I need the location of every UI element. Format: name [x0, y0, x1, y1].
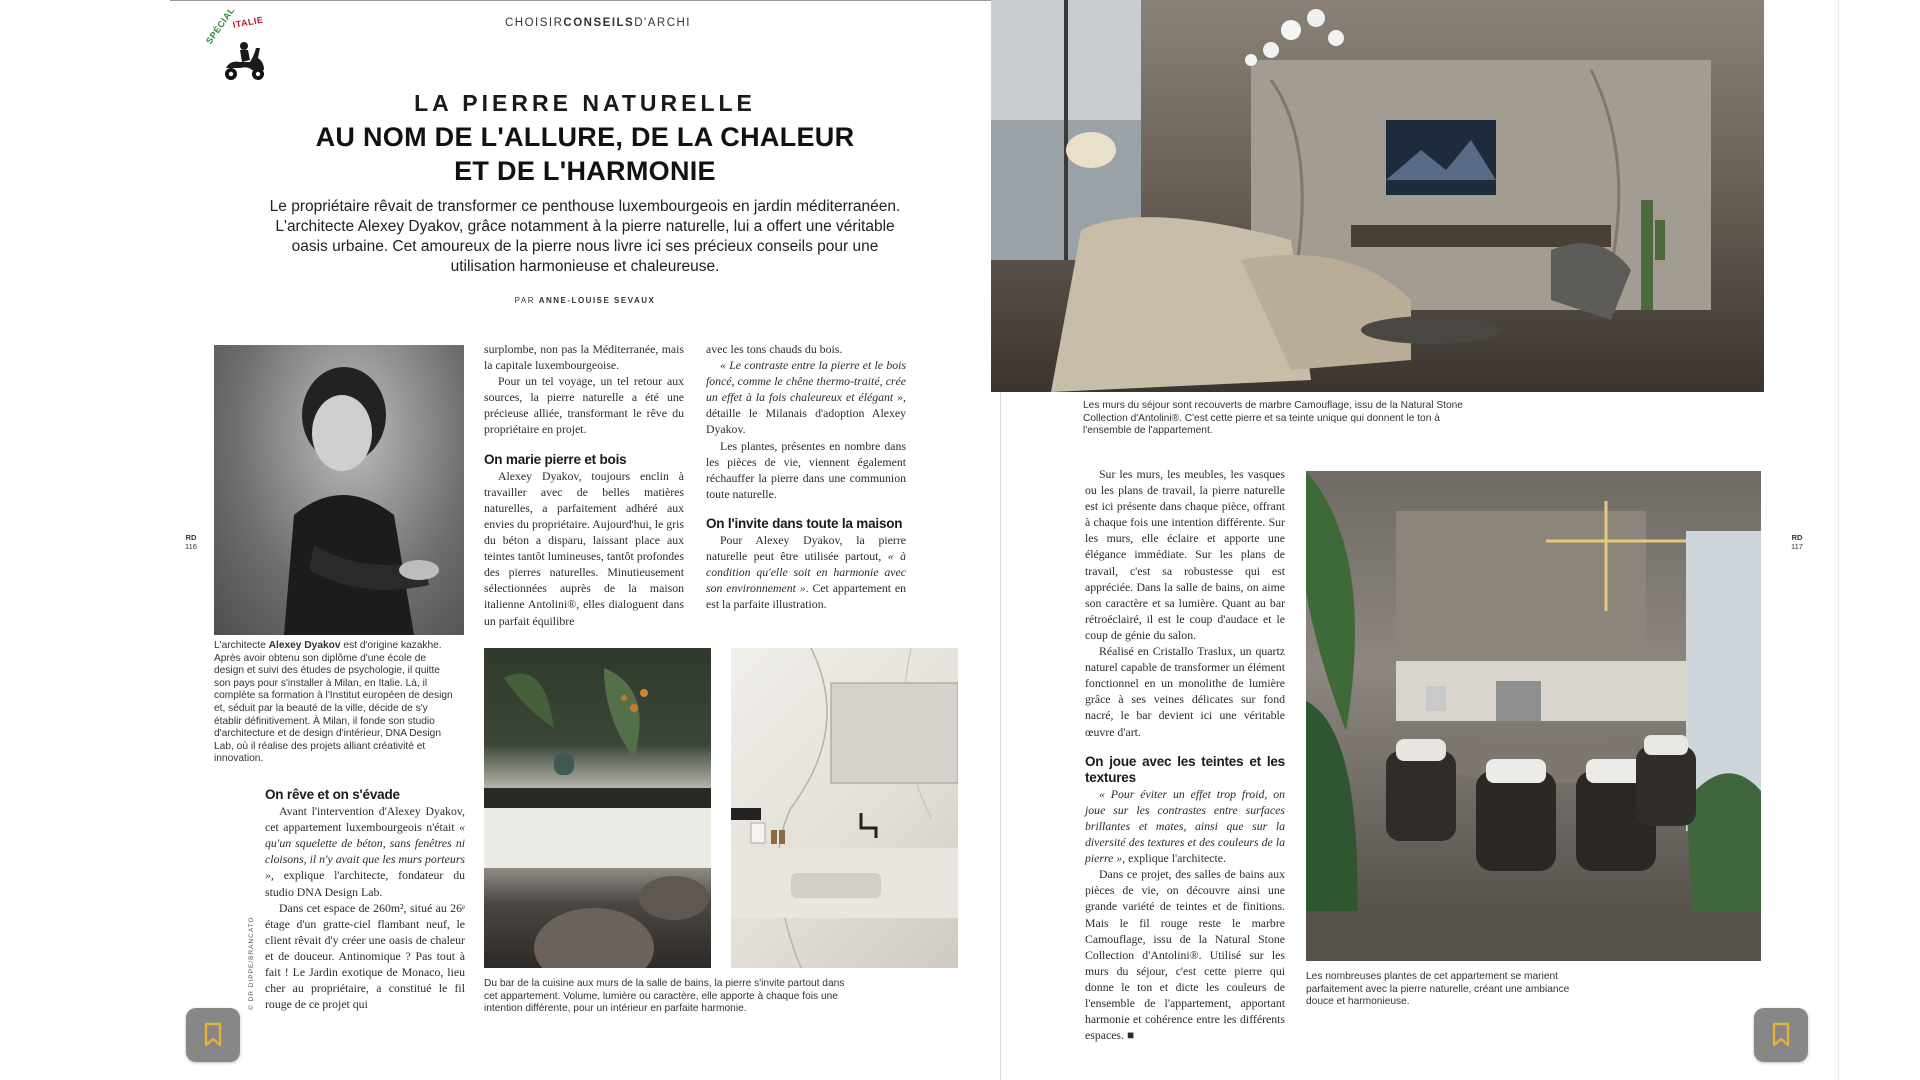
special-italie-badge	[200, 5, 280, 86]
body-column-1	[265, 787, 465, 1012]
bathroom-basin-image	[731, 648, 958, 968]
article-headline	[250, 120, 920, 188]
living-room-image	[991, 0, 1764, 392]
col4-paragraph-1: Sur les murs, les meubles, les vasques ou les plans de travail, la pierre naturelle est ici présente dans chaque pièce, offrant à chaque fois une intention différente. Sur les murs, elle éclaire et apporte une élégance immédiate. Sur les plans de travail, c'est sa robustesse qui est appréciée. Dans la salle de bains, on aime son caractère et sa lumière. Quant au bar rétroéclairé, il est le coup d'audace et le coup de génie du salon.	[1085, 467, 1285, 642]
top-rule	[170, 0, 1000, 1]
col2-paragraph-2: Alexey Dyakov, toujours enclin à travailler avec de belles matières naturelles, a parfaitement adhéré aux envies du propriétaire. Aujourd'hui, le gris du béton a disparu, laissant place aux teintes tantôt lumineuses, tantôt profondes des pierres naturelles. Minutieusement sélectionnées auprès de la maison italienne Antolini®, elles dialoguent dans un parfait équilibre	[484, 468, 684, 628]
bookmark-icon	[1770, 1022, 1792, 1048]
col4-paragraph-4	[1085, 866, 1285, 1043]
subhead-invite: On l'invite dans toute la maison	[706, 515, 903, 531]
folio-number-right: 117	[1791, 542, 1803, 551]
folio-left	[180, 533, 202, 551]
col3-p3-text: Pour Alexey Dyakov, la pierre naturelle peut être utilisée partout,	[706, 533, 906, 564]
col3-p3-end: . Cet appartement en est la parfaite illustration.	[706, 581, 906, 612]
dining-room-scene	[1306, 471, 1761, 961]
article-standfirst: Le propriétaire rêvait de transformer ce penthouse luxembourgeois en jardin méditerranéen. L'architecte Alexey Dyakov, grâce notamment à la pierre naturelle, lui a offert une véritable oasis urbaine. Cet amoureux de la pierre nous livre ici ses précieux conseils pour une utilisation harmonieuse et chaleureuse.	[269, 198, 901, 275]
col1-p1-text: Avant l'intervention d'Alexey Dyakov, cet appartement luxembourgeois n'était	[265, 804, 465, 835]
headline-line-2: ET DE L'HARMONIE	[454, 156, 716, 186]
body-column-3	[706, 341, 906, 613]
col3-paragraph-0: avec les tons chauds du bois.	[706, 342, 843, 356]
col1-paragraph-1	[265, 803, 465, 900]
body-column-2	[484, 341, 684, 629]
folio-number-left: 116	[185, 542, 197, 551]
byline	[435, 296, 735, 305]
subhead-joue: On joue avec les teintes et les textures	[1085, 753, 1285, 785]
col4-p3-quote: « Pour éviter un effet trop froid, on joue sur les contrastes entre surfaces brillantes et mates, ainsi que sur la diversité des textures et des couleurs de la pierre »	[1085, 786, 1285, 866]
col1-p1-end: , explique l'architecte, fondateur du studio DNA Design Lab.	[265, 868, 465, 899]
col1-paragraph-2: Dans cet espace de 260m², situé au 26ᵉ étage d'un gratte-ciel flambant neuf, le client rêvait d'y créer une oasis de chaleur et de douceur. Antinomique ? Pas tout à fait ! Le Jardin exotique de Monaco, lieu cher au propriétaire, a constitué le fil rouge de ce projet qui	[265, 900, 465, 1012]
col3-paragraph-3	[706, 532, 906, 612]
dining-room-caption: Les nombreuses plantes de cet appartement se marient parfaitement avec la pierre naturelle, créant une ambiance douce et harmonieuse.	[1306, 971, 1570, 1008]
bar-bathroom-caption: Du bar de la cuisine aux murs de la salle de bains, la pierre s'invite partout dans cet appartement. Volume, lumière ou caractère, elle apporte à chaque fois une intention différente, pour un intérieur en parfaite harmonie.	[484, 978, 845, 1015]
body-column-4	[1085, 466, 1285, 1043]
scooter-icon	[220, 36, 270, 82]
page-edge	[1838, 0, 1839, 1080]
living-room-caption: Les murs du séjour sont recouverts de marbre Camouflage, issu de la Natural Stone Collection d'Antolini®. C'est cette pierre et sa teinte unique qui donnent le ton à l'ensemble de l'appartement.	[1083, 400, 1463, 437]
byline-prefix: PAR	[514, 296, 535, 305]
photo-credit: © DR DIPPE/BRANCATO	[248, 916, 255, 1010]
col3-paragraph-1	[706, 357, 906, 437]
byline-author: ANNE-LOUISE SEVAUX	[538, 296, 656, 305]
col2-paragraph-0: surplombe, non pas la Méditerranée, mais la capitale luxembourgeoise.	[484, 342, 684, 373]
headline-line-1: AU NOM DE L'ALLURE, DE LA CHALEUR	[315, 122, 855, 152]
badge-word-italie: ITALIE	[232, 14, 265, 30]
architect-portrait-image	[214, 345, 464, 635]
portrait-caption-text: est d'origine kazakhe. Après avoir obtenu son diplôme d'une école de design et suivi des études de psychologie, il quitte son pays pour s'installer à Milan, en Italie. Là, il complète sa formation à l'Institut européen de design et, séduit par la beauté de la ville, décide de s'y établir définitivement. À Milan, il fonde son studio d'architecture et de design d'intérieur, DNA Design Lab, où il réalise des projets alliant créativité et innovation.	[214, 640, 453, 765]
bar-counter-image	[484, 648, 711, 968]
bookmark-button-left[interactable]	[186, 1008, 240, 1062]
bookmark-icon	[202, 1022, 224, 1048]
bar-scene	[484, 648, 711, 968]
col2-paragraph-1: Pour un tel voyage, un tel retour aux sources, la pierre naturelle a été une précieuse alliée, transformant le rêve du propriétaire en projet.	[484, 374, 684, 437]
subhead-reve: On rêve et on s'évade	[265, 787, 400, 802]
portrait-figure	[214, 345, 464, 635]
running-head	[505, 17, 691, 29]
col4-paragraph-2: Réalisé en Cristallo Traslux, un quartz naturel capable de transformer un élément fonctionnel en un monolithe de lumière grâce à ses veines délicates sur fond nacré, le bar devient ici une véritable œuvre d'art.	[1085, 644, 1285, 739]
col3-p1-end: , détaille le Milanais d'adoption Alexey Dyakov.	[706, 390, 906, 437]
col3-p1-quote: « Le contraste entre la pierre et le bois foncé, comme le chêne thermo-traité, crée un effet à la fois chaleureux et élégant »	[706, 358, 906, 405]
portrait-caption	[214, 640, 454, 766]
col3-p3-quote: « à condition qu'elle soit en harmonie avec son environnement »	[706, 549, 906, 596]
col4-p3-end: , explique l'architecte.	[1122, 851, 1226, 866]
portrait-caption-name: Alexey Dyakov	[268, 640, 341, 651]
running-head-sub: D'ARCHI	[634, 17, 691, 29]
end-mark-icon: ■	[1126, 1028, 1135, 1043]
bookmark-button-right[interactable]	[1754, 1008, 1808, 1062]
badge-word-special: SPÉCIAL	[204, 5, 237, 46]
portrait-caption-pre: L'architecte	[214, 640, 266, 651]
col4-p4-text: Dans ce projet, des salles de bains aux pièces de vie, on découvre ainsi une grande variété de teintes et de finitions. Mais le fil rouge reste le marbre Camouflage, issu de la Natural Stone Collection d'Antolini®. Utilisé sur les murs du séjour, c'est cette pierre qui donne le ton et dicte les couleurs de l'ensemble de l'appartement, apportant harmonie et cohérence entre les différents espaces.	[1085, 867, 1285, 1043]
col3-paragraph-2: Les plantes, présentes en nombre dans les pièces de vie, viennent également réchauffer la pierre dans une communion toute naturelle.	[706, 438, 906, 501]
running-head-section: CHOISIR	[505, 17, 564, 29]
col1-p1-quote: « qu'un squelette de béton, sans fenêtres ni cloisons, il n'y avait que les murs porteurs »	[265, 820, 465, 883]
folio-right	[1786, 533, 1808, 551]
dining-room-image	[1306, 471, 1761, 961]
running-head-rubric: CONSEILS	[563, 17, 635, 29]
folio-logo-left: RD	[185, 533, 197, 542]
subhead-marie: On marie pierre et bois	[484, 451, 627, 467]
folio-logo-right: RD	[1791, 533, 1803, 542]
article-kicker: LA PIERRE NATURELLE	[414, 90, 756, 116]
bathroom-scene	[731, 648, 958, 968]
living-room-scene	[991, 0, 1764, 392]
col4-paragraph-3	[1085, 786, 1285, 866]
